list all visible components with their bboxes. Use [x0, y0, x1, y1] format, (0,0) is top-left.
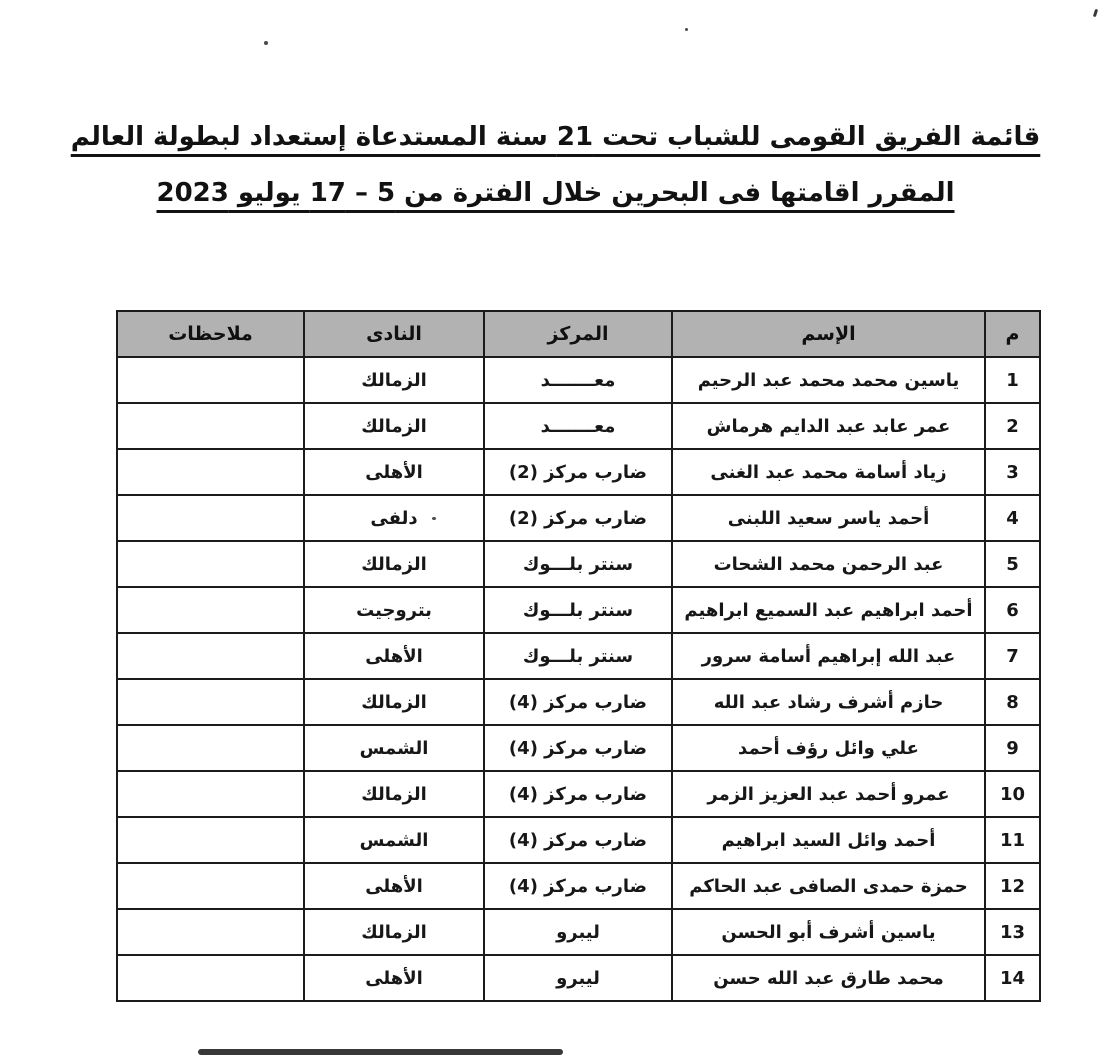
cell-player-club: الزمالك — [304, 771, 484, 817]
table-row — [117, 725, 1040, 771]
cell-player-position: ضارب مركز (2) — [484, 495, 672, 541]
col-header-number: م — [985, 311, 1040, 357]
cell-player-name: حمزة حمدى الصافى عبد الحاكم — [672, 863, 985, 909]
col-header-name: الإسم — [672, 311, 985, 357]
cell-player-notes — [117, 449, 304, 495]
table-row — [117, 495, 1040, 541]
col-header-club: النادى — [304, 311, 484, 357]
cell-player-notes — [117, 403, 304, 449]
col-header-position: المركز — [484, 311, 672, 357]
cell-player-notes — [117, 863, 304, 909]
cell-player-name: أحمد ياسر سعيد اللبنى — [672, 495, 985, 541]
cell-player-notes — [117, 679, 304, 725]
cell-player-notes — [117, 909, 304, 955]
cell-player-name: زياد أسامة محمد عبد الغنى — [672, 449, 985, 495]
cell-player-name: عمر عابد عبد الدايم هرماش — [672, 403, 985, 449]
cell-player-club: الزمالك — [304, 541, 484, 587]
cell-number: 13 — [985, 909, 1040, 955]
cell-player-club: الأهلى — [304, 633, 484, 679]
cell-player-name: أحمد وائل السيد ابراهيم — [672, 817, 985, 863]
table-row — [117, 633, 1040, 679]
cell-player-name: علي وائل رؤف أحمد — [672, 725, 985, 771]
document-title-line-1: قائمة الفريق القومى للشباب تحت 21 سنة المستدعاة إستعداد لبطولة العالم — [70, 122, 1041, 152]
cell-player-position: سنتر بلـــوك — [484, 587, 672, 633]
cell-player-name: عبد الرحمن محمد الشحات — [672, 541, 985, 587]
cell-player-name: عبد الله إبراهيم أسامة سرور — [672, 633, 985, 679]
cell-player-club: الزمالك — [304, 403, 484, 449]
cell-player-notes — [117, 725, 304, 771]
cell-player-club: الأهلى — [304, 449, 484, 495]
cell-player-name: ياسين محمد محمد عبد الرحيم — [672, 357, 985, 403]
cell-number: 12 — [985, 863, 1040, 909]
cell-player-name: حازم أشرف رشاد عبد الله — [672, 679, 985, 725]
cell-player-notes — [117, 633, 304, 679]
cell-player-position: سنتر بلـــوك — [484, 541, 672, 587]
document-title-line-2: المقرر اقامتها فى البحرين خلال الفترة من 5 – 17 يوليو 2023 — [156, 178, 955, 208]
scan-artifact — [685, 28, 688, 31]
cell-number: 6 — [985, 587, 1040, 633]
cell-player-club: الزمالك — [304, 909, 484, 955]
cell-number: 1 — [985, 357, 1040, 403]
cell-player-club: الزمالك — [304, 679, 484, 725]
cell-player-position: ضارب مركز (2) — [484, 449, 672, 495]
cell-player-position: ليبرو — [484, 909, 672, 955]
document-title — [0, 122, 1111, 234]
cell-player-notes — [117, 495, 304, 541]
cell-player-name: عمرو أحمد عبد العزيز الزمر — [672, 771, 985, 817]
cell-number: 7 — [985, 633, 1040, 679]
cell-player-club: الشمس — [304, 817, 484, 863]
table-row — [117, 449, 1040, 495]
cell-player-position: ضارب مركز (4) — [484, 771, 672, 817]
cell-number: 14 — [985, 955, 1040, 1001]
table-header — [117, 311, 1040, 357]
cell-player-notes — [117, 587, 304, 633]
cell-player-position: معـــــــد — [484, 403, 672, 449]
table-row — [117, 863, 1040, 909]
cell-player-notes — [117, 771, 304, 817]
table-row — [117, 909, 1040, 955]
table-row — [117, 817, 1040, 863]
roster-table — [116, 310, 1041, 1002]
scan-artifact — [198, 1049, 563, 1055]
scan-artifact — [1093, 9, 1098, 18]
table-row — [117, 541, 1040, 587]
cell-player-name: محمد طارق عبد الله حسن — [672, 955, 985, 1001]
cell-number: 11 — [985, 817, 1040, 863]
cell-player-club: الزمالك — [304, 357, 484, 403]
cell-number: 3 — [985, 449, 1040, 495]
cell-player-name: ياسين أشرف أبو الحسن — [672, 909, 985, 955]
table-row — [117, 403, 1040, 449]
table-row — [117, 955, 1040, 1001]
cell-player-position: ليبرو — [484, 955, 672, 1001]
cell-player-club: الأهلى — [304, 863, 484, 909]
cell-player-club: دلفى — [304, 495, 484, 541]
table-row — [117, 587, 1040, 633]
table-row — [117, 679, 1040, 725]
cell-number: 4 — [985, 495, 1040, 541]
cell-player-notes — [117, 817, 304, 863]
cell-player-name: أحمد ابراهيم عبد السميع ابراهيم — [672, 587, 985, 633]
cell-player-position: ضارب مركز (4) — [484, 725, 672, 771]
cell-player-notes — [117, 541, 304, 587]
cell-player-club: الأهلى — [304, 955, 484, 1001]
col-header-notes: ملاحظات — [117, 311, 304, 357]
cell-player-position: ضارب مركز (4) — [484, 817, 672, 863]
roster-table-container — [116, 310, 1041, 1002]
cell-number: 10 — [985, 771, 1040, 817]
cell-player-position: ضارب مركز (4) — [484, 679, 672, 725]
header-row — [117, 311, 1040, 357]
table-row — [117, 357, 1040, 403]
cell-player-position: ضارب مركز (4) — [484, 863, 672, 909]
cell-number: 5 — [985, 541, 1040, 587]
scan-artifact — [264, 41, 268, 45]
cell-number: 8 — [985, 679, 1040, 725]
cell-number: 2 — [985, 403, 1040, 449]
cell-player-position: سنتر بلـــوك — [484, 633, 672, 679]
cell-player-club: بتروجيت — [304, 587, 484, 633]
cell-player-notes — [117, 357, 304, 403]
table-body — [117, 357, 1040, 1001]
cell-player-club: الشمس — [304, 725, 484, 771]
cell-player-position: معـــــــد — [484, 357, 672, 403]
table-row — [117, 771, 1040, 817]
cell-player-notes — [117, 955, 304, 1001]
cell-number: 9 — [985, 725, 1040, 771]
